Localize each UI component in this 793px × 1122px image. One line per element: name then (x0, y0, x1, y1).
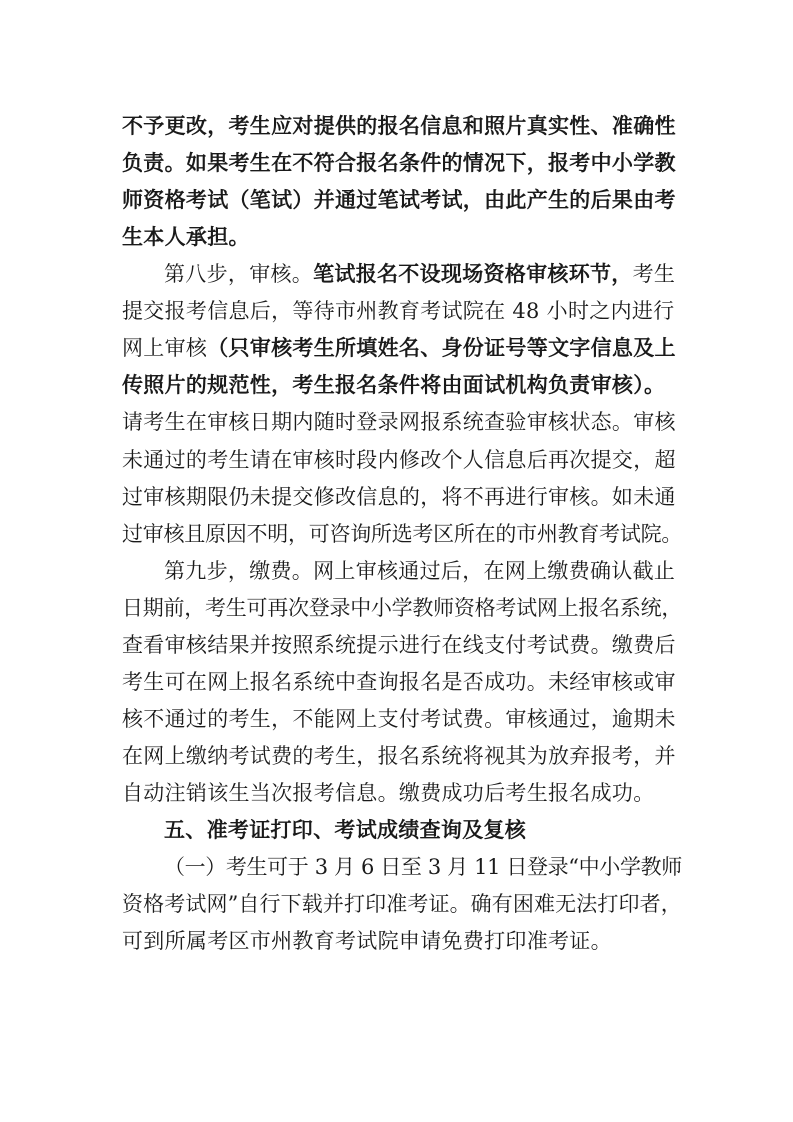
text-line (122, 186, 682, 214)
text-line (164, 853, 682, 881)
text-run: 可到所属考区市州教育考试院申请免费打印准考证。 (122, 929, 612, 953)
text-line (122, 297, 682, 325)
text-line (122, 334, 682, 362)
text-run: 过审核期限仍未提交修改信息的，将不再进行审核。如未通 (122, 485, 676, 509)
text-run: 第八步，审核。 (164, 262, 314, 286)
text-run: 请考生在审核日期内随时登录网报系统查验审核状态。审核 (122, 410, 676, 434)
section-heading (164, 816, 682, 844)
text-run: 考生 (632, 262, 676, 286)
text-line (122, 520, 682, 548)
bold-text-run: 负责。如果考生在不符合报名条件的情况下，报考中小学教 (122, 150, 676, 175)
text-line (164, 260, 682, 288)
bold-text-run: 不予更改，考生应对提供的报名信息和照片真实性、准确性 (122, 113, 676, 138)
text-line (122, 631, 682, 659)
text-run: 未通过的考生请在审核时段内修改个人信息后再次提交，超 (122, 448, 676, 472)
text-run: 查看审核结果并按照系统提示进行在线支付考试费。缴费后 (122, 633, 676, 657)
text-line (122, 594, 682, 622)
text-line (122, 446, 682, 474)
text-run: 核不通过的考生，不能网上支付考试费。审核通过，逾期未 (122, 707, 676, 731)
text-line (122, 668, 682, 696)
text-run: 在网上缴纳考试费的考生，报名系统将视其为放弃报考，并 (122, 744, 676, 768)
text-line (122, 149, 682, 177)
bold-text-run: 笔试报名不设现场资格审核环节， (313, 261, 633, 286)
bold-text-run: 生本人承担。 (122, 224, 250, 249)
text-run: 自动注销该生当次报考信息。缴费成功后考生报名成功。 (122, 781, 655, 805)
text-line (122, 112, 682, 140)
text-run: 考生可在网上报名系统中查询报名是否成功。未经审核或审 (122, 670, 676, 694)
text-line (122, 705, 682, 733)
text-line (122, 408, 682, 436)
text-line (122, 483, 682, 511)
text-line (122, 371, 682, 399)
bold-text-run: （只审核考生所填姓名、身份证号等文字信息及上 (207, 335, 676, 360)
text-line (122, 223, 682, 251)
text-run: （一）考生可于 3 月 6 日至 3 月 11 日登录“中小学教师 (164, 855, 682, 879)
bold-text-run: 传照片的规范性，考生报名条件将由面试机构负责审核）。 (122, 372, 666, 397)
bold-text-run: 五、准考证打印、考试成绩查询及复核 (164, 817, 527, 842)
text-line (122, 779, 682, 807)
bold-text-run: 师资格考试（笔试）并通过笔试考试，由此产生的后果由考 (122, 187, 676, 212)
text-run: 第九步，缴费。网上审核通过后，在网上缴费确认截止 (164, 559, 676, 583)
text-run: 过审核且原因不明，可咨询所选考区所在的市州教育考试院。 (122, 522, 683, 546)
text-line (122, 742, 682, 770)
text-run: 网上审核 (122, 336, 208, 360)
text-run: 日期前，考生可再次登录中小学教师资格考试网上报名系统， (122, 596, 683, 620)
text-run: 提交报考信息后，等待市州教育考试院在 48 小时之内进行 (122, 299, 675, 323)
text-line (164, 557, 682, 585)
text-line (122, 927, 682, 955)
text-line (122, 890, 682, 918)
text-run: 资格考试网”自行下载并打印准考证。确有困难无法打印者， (122, 892, 682, 916)
